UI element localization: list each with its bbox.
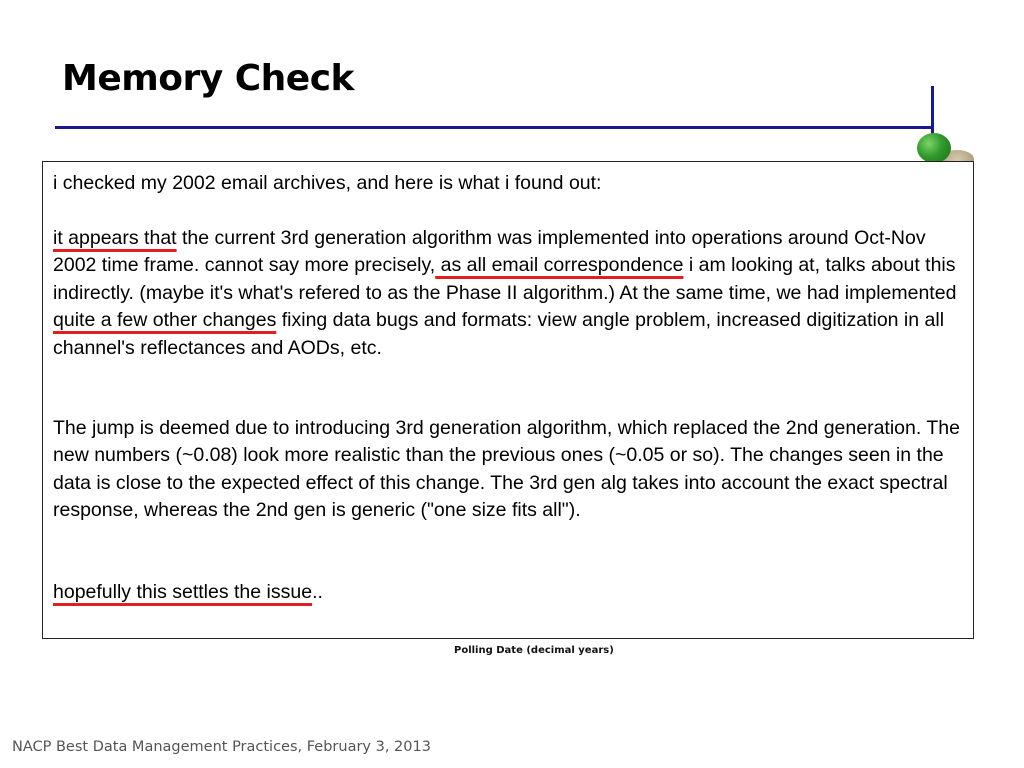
email-intro: i checked my 2002 email archives, and here is what i found out: [53,172,602,194]
email-paragraph-1 [53,225,965,362]
p1-text-2: i am looking at, talks about this indirectly. (maybe it's what's refered to as the Phase II algorithm.) At the same time, we had implemented [53,254,957,304]
highlight-it-appears: it appears that [53,227,177,249]
email-paragraph-3 [53,579,965,606]
title-vertical-rule [931,86,934,138]
highlight-settles-issue: hopefully this settles the issue [53,581,313,603]
axis-caption: Polling Date (decimal years) [454,645,614,656]
highlight-other-changes: quite a few other changes [53,309,277,332]
globe-logo-icon [917,133,951,163]
slide-title: Memory Check [62,58,354,99]
p1-text-3: fixing data bugs and formats: view angle problem, increased digitization in all channel's reflectances and AODs, etc. [53,309,945,359]
p3-text: .. [312,581,323,603]
p1-text-1: the current 3rd generation algorithm was implemented into operations around Oct-Nov 2002 time frame. cannot say more precisely, [53,227,926,277]
slide-footer: NACP Best Data Management Practices, February 3, 2013 [12,739,431,755]
title-underline-rule [55,126,933,129]
email-paragraph-2: The jump is deemed due to introducing 3rd generation algorithm, which replaced the 2nd generation. The new numbers (~0.08) look more realistic than the previous ones (~0.05 or so). The changes seen in the data is close to the expected effect of this change. The 3rd gen alg takes into account the exact spectral response, whereas the 2nd gen is generic ("one size fits all"). [53,417,960,522]
highlight-email-correspondence: as all email correspondence [435,254,684,277]
